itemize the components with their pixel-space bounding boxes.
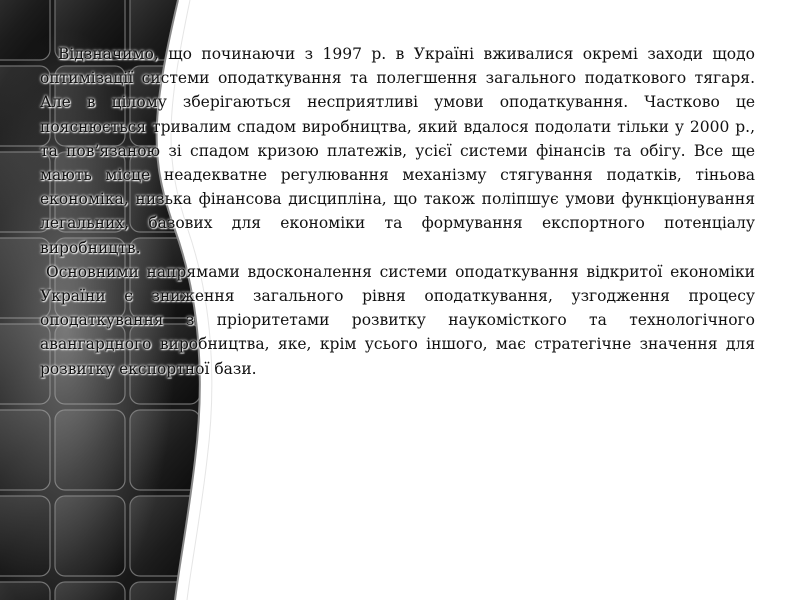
paragraph-2: Основними напрямами вдосконалення системи оподаткування відкритої економіки України є зниження загального рівня оподаткування, узгодження процесу оподаткування з пріоритетами розвитку наукомісткого та технологічного авангардного виробництва, яке, крім усього іншого, має стратегічне значення для розвитку експортної бази. bbox=[40, 262, 755, 378]
paragraph-1: Відзначимо, що починаючи з 1997 р. в Україні вживалися окремі заходи щодо оптимізації системи оподаткування та полегшення загального податкового тягаря. Але в цілому зберігаються несприятливі умови оподаткування. Частково це пояснюється тривалим спадом виробництва, який вдалося подолати тільки у 2000 р., та пов’язаною зі спадом кризою платежів, усієї системи фінансів та обігу. Все ще мають місце неадекватне регулювання механізму стягування податків, тіньова економіка, низька фінансова дисципліна, що також поліпшує умови функціонування легальних, базових для економіки та формування експортного потенціалу виробництв. bbox=[40, 45, 755, 257]
body-text bbox=[40, 42, 755, 381]
